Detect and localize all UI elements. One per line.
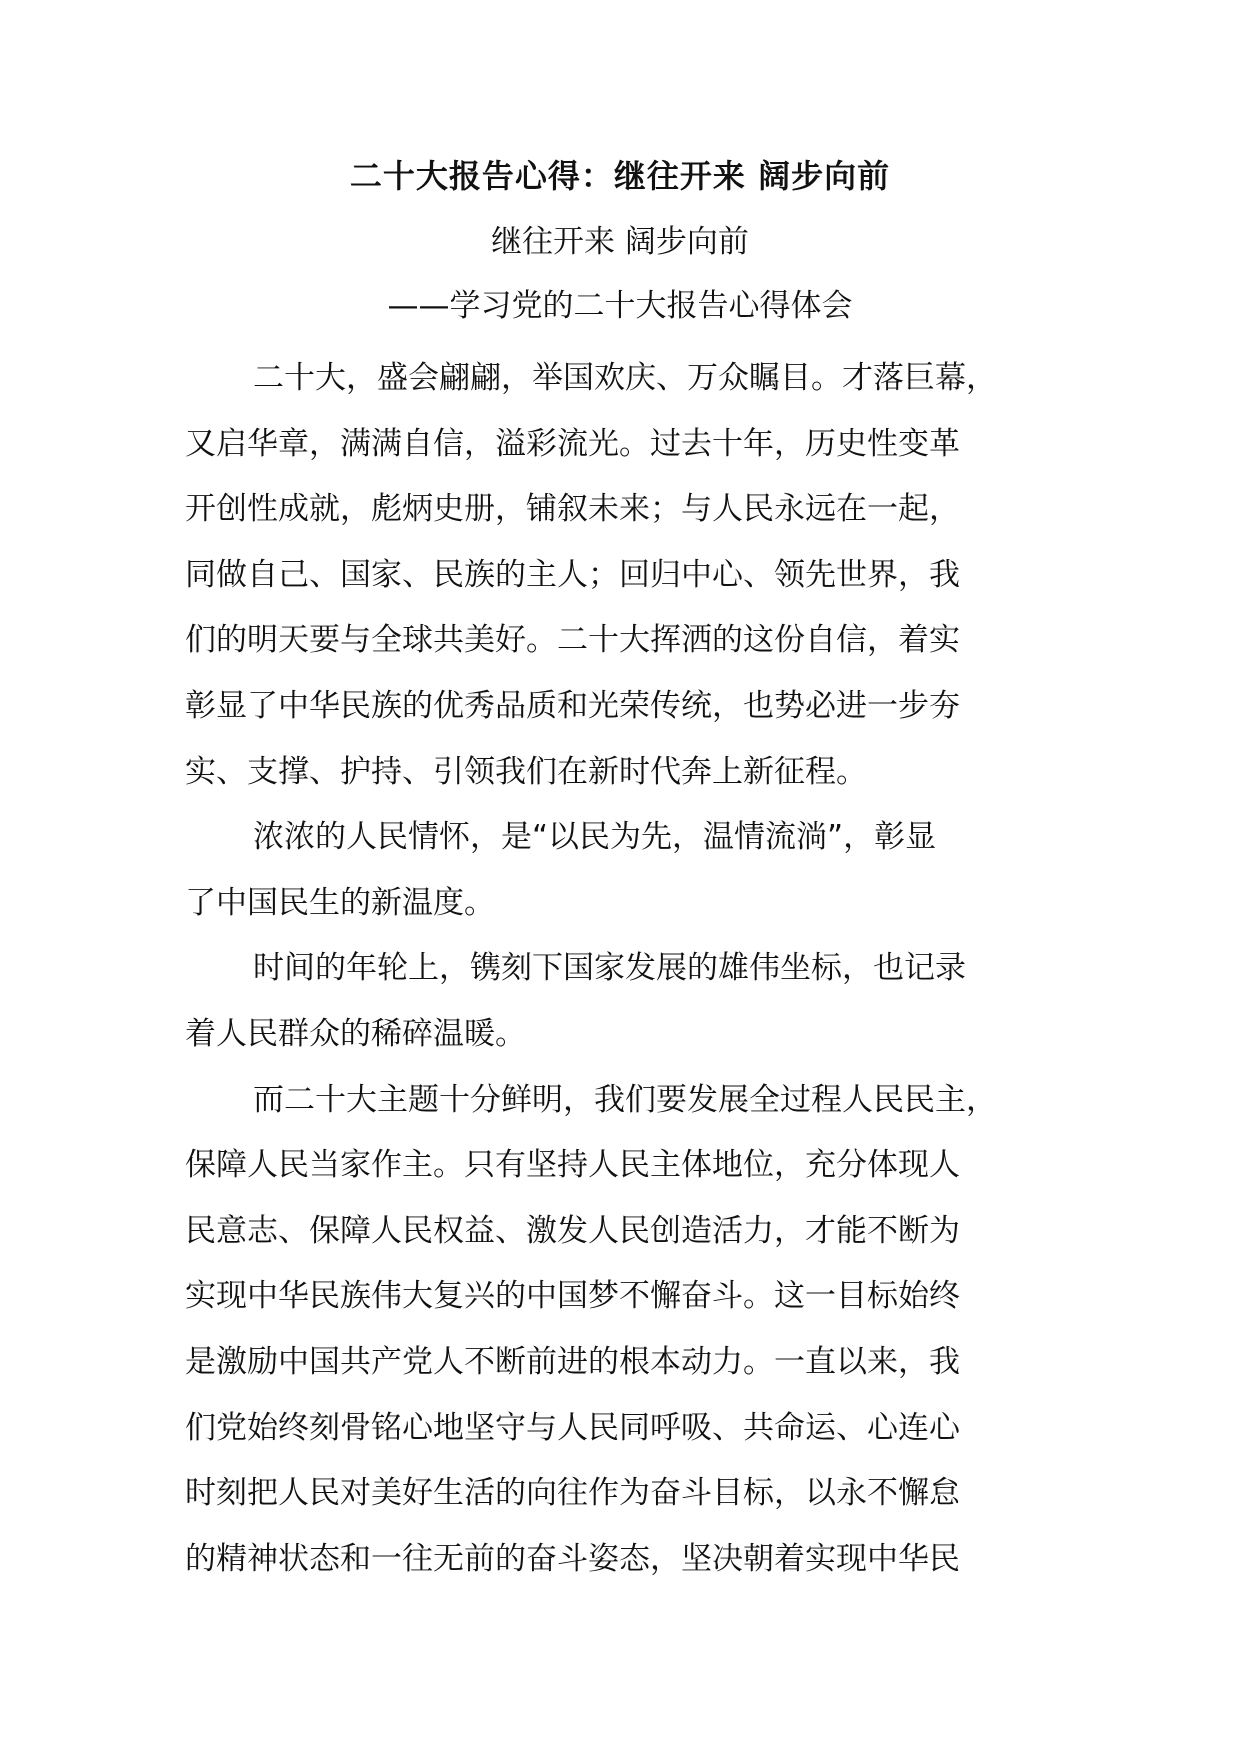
document-subtitle: 继往开来 阔步向前 [491, 224, 749, 260]
paragraph-line: 开创性成就，彪炳史册，铺叙未来；与人民永远在一起， [185, 491, 960, 528]
paragraph-line: 了中国民生的新温度。 [185, 884, 495, 921]
paragraph-line: 二十大，盛会翩翩，举国欢庆、万众瞩目。才落巨幕， [253, 360, 997, 396]
paragraph-line: 们的明天要与全球共美好。二十大挥洒的这份自信，着实 [185, 622, 960, 659]
paragraph-line: 们党始终刻骨铭心地坚守与人民同呼吸、共命运、心连心 [185, 1409, 960, 1446]
paragraph-line: 而二十大主题十分鲜明，我们要发展全过程人民民主， [253, 1081, 997, 1118]
paragraph-line: 实、支撑、护持、引领我们在新时代奔上新征程。 [185, 753, 867, 790]
paragraph-line: 实现中华民族伟大复兴的中国梦不懈奋斗。这一目标始终 [185, 1278, 960, 1315]
paragraph-line: 是激励中国共产党人不断前进的根本动力。一直以来，我 [185, 1343, 960, 1380]
paragraph-line: 民意志、保障人民权益、激发人民创造活力，才能不断为 [185, 1212, 960, 1249]
document-title: 二十大报告心得：继往开来 阔步向前 [349, 157, 891, 195]
paragraph-line: 着人民群众的稀碎温暖。 [185, 1015, 526, 1052]
paragraph-line: 保障人民当家作主。只有坚持人民主体地位，充分体现人 [185, 1147, 960, 1184]
paragraph-line: 浓浓的人民情怀，是“以民为先，温情流淌”，彰显 [253, 819, 937, 856]
paragraph-line: 又启华章，满满自信，溢彩流光。过去十年，历史性变革 [185, 425, 960, 462]
paragraph-line: 彰显了中华民族的优秀品质和光荣传统，也势必进一步夯 [185, 687, 960, 724]
paragraph-line: 同做自己、国家、民族的主人；回归中心、领先世界，我 [185, 556, 960, 593]
document-body [185, 346, 1075, 1592]
paragraph-line: 时刻把人民对美好生活的向往作为奋斗目标，以永不懈怠 [185, 1475, 960, 1512]
paragraph-line: 时间的年轮上，镌刻下国家发展的雄伟坐标，也记录 [253, 950, 966, 987]
document-subtitle-2: ——学习党的二十大报告心得体会 [387, 288, 853, 324]
paragraph-line: 的精神状态和一往无前的奋斗姿态，坚决朝着实现中华民 [185, 1540, 960, 1577]
